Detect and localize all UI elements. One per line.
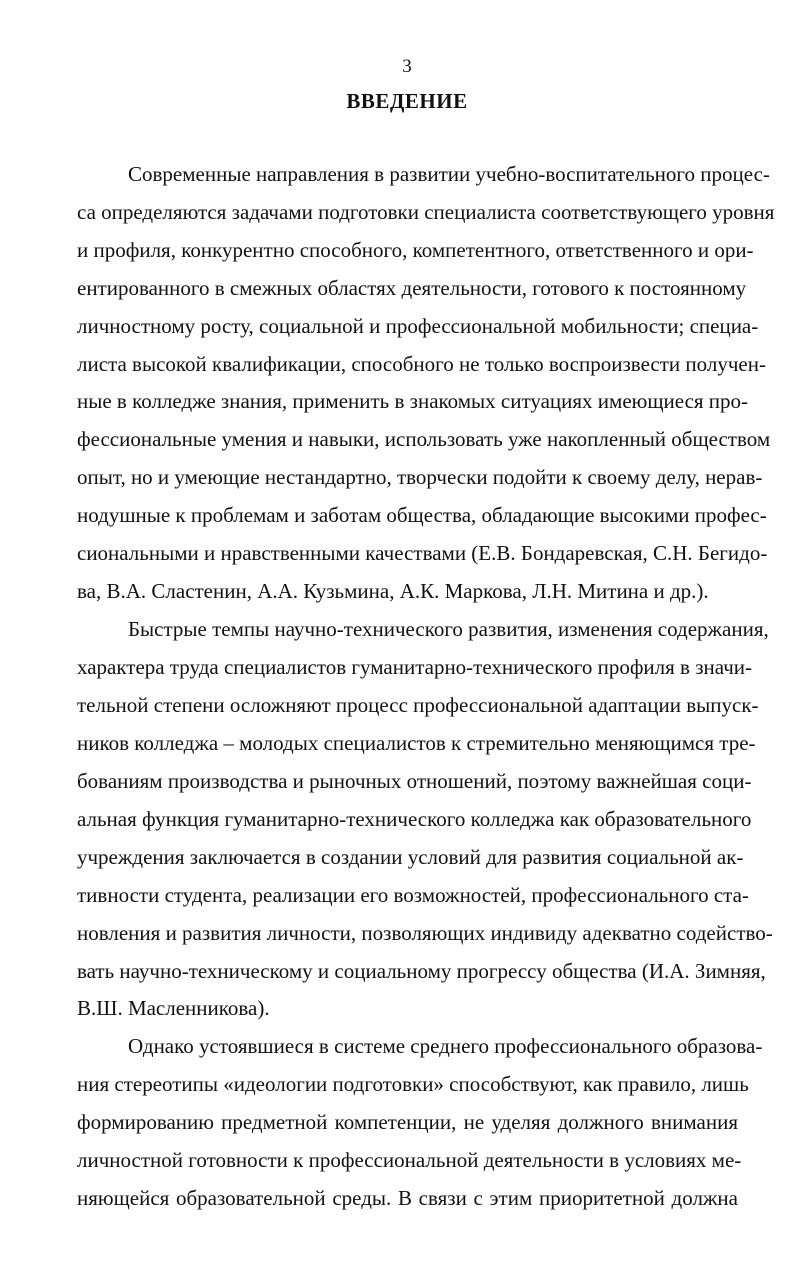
paragraph-2-line: Быстрые темпы научно-технического развития, изменения содержания, <box>128 617 769 641</box>
paragraph-3-line: ния стереотипы «идеологии подготовки» способствуют, как правило, лишь <box>77 1072 749 1096</box>
paragraph-2-line: вать научно-техническому и социальному прогрессу общества (И.А. Зимняя, <box>77 959 766 983</box>
paragraph-2-line: тельной степени осложняют процесс профессиональной адаптации выпуск- <box>77 693 759 717</box>
page-title: ВВЕДЕНИЕ <box>346 89 468 113</box>
paragraph-1-line: нодушные к проблемам и заботам общества, обладающие высокими профес- <box>77 503 767 527</box>
paragraph-2-line: В.Ш. Масленникова). <box>77 996 270 1020</box>
paragraph-2-line: характера труда специалистов гуманитарно-технического профиля в значи- <box>77 655 753 679</box>
paragraph-3-line: няющейся образовательной среды. В связи с этим приоритетной должна <box>77 1186 738 1210</box>
paragraph-1-line: са определяются задачами подготовки специалиста соответствующего уровня <box>77 200 775 224</box>
paragraph-1-line: ные в колледже знания, применить в знакомых ситуациях имеющиеся про- <box>77 389 749 413</box>
paragraph-1-line: ентированного в смежных областях деятельности, готового к постоянному <box>77 276 747 300</box>
paragraph-2-line: бованиям производства и рыночных отношений, поэтому важнейшая соци- <box>77 769 752 793</box>
paragraph-2-line: новления и развития личности, позволяющих индивиду адекватно содейство- <box>77 921 773 945</box>
paragraph-3-line: формированию предметной компетенции, не уделяя должного внимания <box>77 1110 738 1134</box>
paragraph-2-line: учреждения заключается в создании условий для развития социальной ак- <box>77 845 744 869</box>
paragraph-1-line: листа высокой квалификации, способного не только воспроизвести получен- <box>77 352 766 376</box>
paragraph-1-line: Современные направления в развитии учебно-воспитательного процес- <box>128 162 770 186</box>
paragraph-2-line: тивности студента, реализации его возможностей, профессионального ста- <box>77 883 749 907</box>
paragraph-2-line: ников колледжа – молодых специалистов к стремительно меняющимся тре- <box>77 731 756 755</box>
paragraph-2-line: альная функция гуманитарно-технического колледжа как образовательного <box>77 807 752 831</box>
page-number: 3 <box>402 56 412 77</box>
paragraph-1-line: сиональными и нравственными качествами (Е.В. Бондаревская, С.Н. Бегидо- <box>77 541 768 565</box>
paragraph-1-line: ва, В.А. Сластенин, А.А. Кузьмина, А.К. Маркова, Л.Н. Митина и др.). <box>77 579 709 603</box>
paragraph-3-line: личностной готовности к профессиональной деятельности в условиях ме- <box>77 1148 742 1172</box>
paragraph-1-line: и профиля, конкурентно способного, компетентного, ответственного и ори- <box>77 238 754 262</box>
paragraph-1-line: фессиональные умения и навыки, использовать уже накопленный обществом <box>77 427 771 451</box>
paragraph-3-line: Однако устоявшиеся в системе среднего профессионального образова- <box>128 1034 763 1058</box>
paragraph-1-line: опыт, но и умеющие нестандартно, творчески подойти к своему делу, нерав- <box>77 465 763 489</box>
paragraph-1-line: личностному росту, социальной и профессиональной мобильности; специа- <box>77 314 759 338</box>
